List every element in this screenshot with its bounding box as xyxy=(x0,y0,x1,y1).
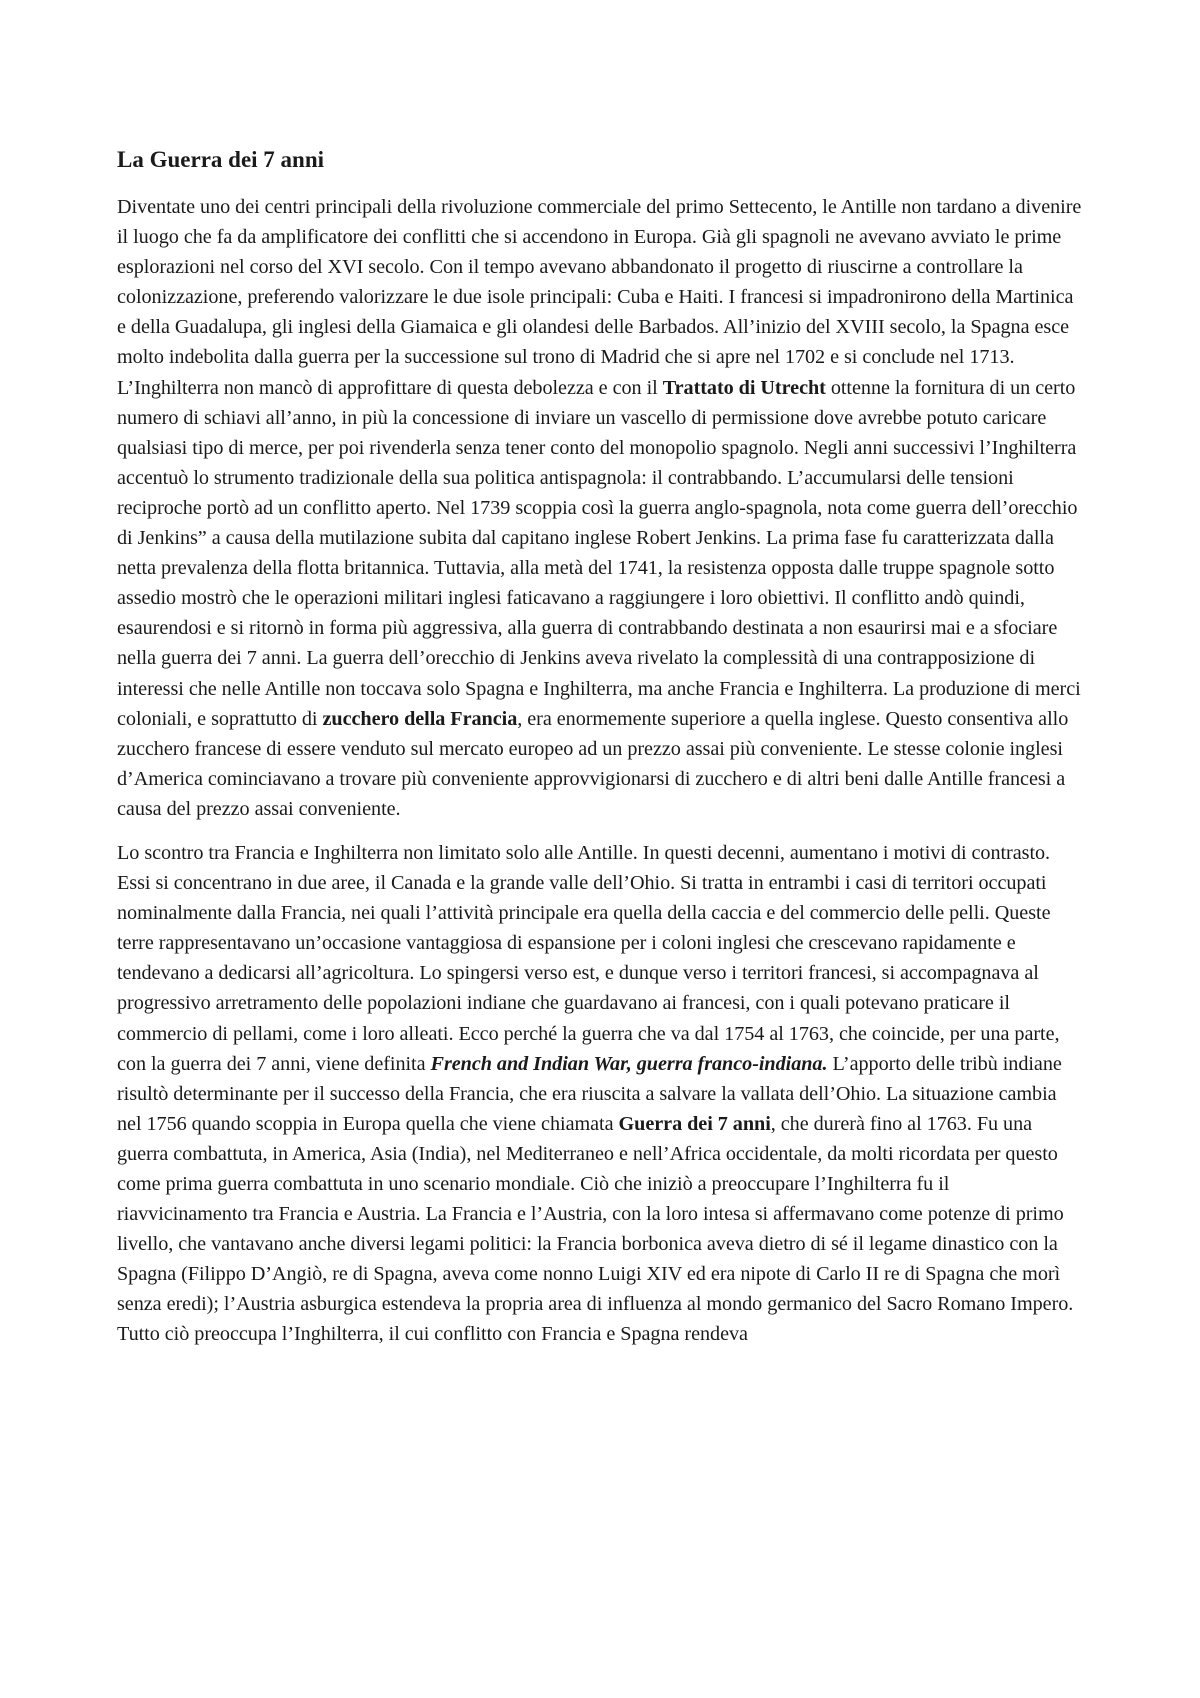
paragraph-2-text-3: , che durerà fino al 1763. Fu una guerra combattuta, in America, Asia (India), nel Mediterraneo e nell’Africa occidentale, da molti ricordata per questo come prima guerra combattuta in uno scenario mondiale. Ciò che iniziò a preoccupare l’Inghilterra fu il riavvicinamento tra Francia e Austria. La Francia e l’Austria, con la loro intesa si affermavano come potenze di primo livello, che vantavano anche diversi legami politici: la Francia borbonica aveva dietro di sé il legame dinastico con la Spagna (Filippo D’Angiò, re di Spagna, aveva come nonno Luigi XIV ed era nipote di Carlo II re di Spagna che morì senza eredi); l’Austria asburgica estendeva la propria area di influenza al mondo germanico del Sacro Romano Impero. Tutto ciò preoccupa l’Inghilterra, il cui conflitto con Francia e Spagna rendeva xyxy=(117,1112,1074,1346)
paragraph-1-text-3: , era enormemente superiore a quella inglese. Questo consentiva allo zucchero francese di essere venduto sul mercato europeo ad un prezzo assai più conveniente. Le stesse colonie inglesi d’America cominciavano a trovare più conveniente approvvigionarsi di zucchero e di altri beni dalle Antille francesi a causa del prezzo assai conveniente. xyxy=(117,707,1069,820)
paragraph-2 xyxy=(117,838,1083,1350)
paragraph-1-text-1: Diventate uno dei centri principali della rivoluzione commerciale del primo Settecento, le Antille non tardano a divenire il luogo che fa da amplificatore dei conflitti che si accendono in Europa. Già gli spagnoli ne avevano avviato le prime esplorazioni nel corso del XVI secolo. Con il tempo avevano abbandonato il progetto di riuscirne a controllare la colonizzazione, preferendo valorizzare le due isole principali: Cuba e Haiti. I francesi si impadronirono della Martinica e della Guadalupa, gli inglesi della Giamaica e gli olandesi delle Barbados. All’inizio del XVIII secolo, la Spagna esce molto indebolita dalla guerra per la successione sul trono di Madrid che si apre nel 1702 e si conclude nel 1713. L’Inghilterra non mancò di approfittare di questa debolezza e con il xyxy=(117,196,1082,399)
document-title: La Guerra dei 7 anni xyxy=(117,147,325,172)
bold-zucchero-della-francia: zucchero della Francia xyxy=(322,707,518,730)
document-page xyxy=(117,145,1083,1364)
paragraph-2-text-2: L’apporto delle tribù indiane risultò determinante per il successo della Francia, che era riuscita a salvare la vallata dell’Ohio. La situazione cambia nel 1756 quando scoppia in Europa quella che viene chiamata xyxy=(117,1052,1062,1135)
bold-trattato-di-utrecht: Trattato di Utrecht xyxy=(662,376,826,399)
paragraph-1 xyxy=(117,192,1083,824)
bold-guerra-dei-7-anni: Guerra dei 7 anni xyxy=(618,1112,771,1135)
paragraph-1-text-2: ottenne la fornitura di un certo numero di schiavi all’anno, in più la concessione di inviare un vascello di permissione dove avrebbe potuto caricare qualsiasi tipo di merce, per poi rivenderla senza tener conto del monopolio spagnolo. Negli anni successivi l’Inghilterra accentuò lo strumento tradizionale della sua politica antispagnola: il contrabbando. L’accumularsi delle tensioni reciproche portò ad un conflitto aperto. Nel 1739 scoppia così la guerra anglo-spagnola, nota come guerra dell’orecchio di Jenkins” a causa della mutilazione subita dal capitano inglese Robert Jenkins. La prima fase fu caratterizzata dalla netta prevalenza della flotta britannica. Tuttavia, alla metà del 1741, la resistenza opposta dalle truppe spagnole sotto assedio mostrò che le operazioni militari inglesi faticavano a raggiungere i loro obiettivi. Il conflitto andò quindi, esaurendosi e si ritornò in forma più aggressiva, alla guerra di contrabbando destinata a non esaurirsi mai e a sfociare nella guerra dei 7 anni. La guerra dell’orecchio di Jenkins aveva rivelato la complessità di una contrapposizione di interessi che nelle Antille non toccava solo Spagna e Inghilterra, ma anche Francia e Inghilterra. La produzione di merci coloniali, e soprattutto di xyxy=(117,376,1081,730)
paragraph-2-text-1: Lo scontro tra Francia e Inghilterra non limitato solo alle Antille. In questi decenni, aumentano i motivi di contrasto. Essi si concentrano in due aree, il Canada e la grande valle dell’Ohio. Si tratta in entrambi i casi di territori occupati nominalmente dalla Francia, nei quali l’attività principale era quella della caccia e del commercio delle pelli. Queste terre rappresentavano un’occasione vantaggiosa di espansione per i coloni inglesi che crescevano rapidamente e tendevano a dedicarsi all’agricoltura. Lo spingersi verso est, e dunque verso i territori francesi, si accompagnava al progressivo arretramento delle popolazioni indiane che guardavano ai francesi, con i quali potevano praticare il commercio di pellami, come i loro alleati. Ecco perché la guerra che va dal 1754 al 1763, che coincide, per una parte, con la guerra dei 7 anni, viene definita xyxy=(117,841,1060,1075)
bold-italic-french-and-indian-war: French and Indian War, guerra franco-indiana. xyxy=(430,1052,828,1075)
